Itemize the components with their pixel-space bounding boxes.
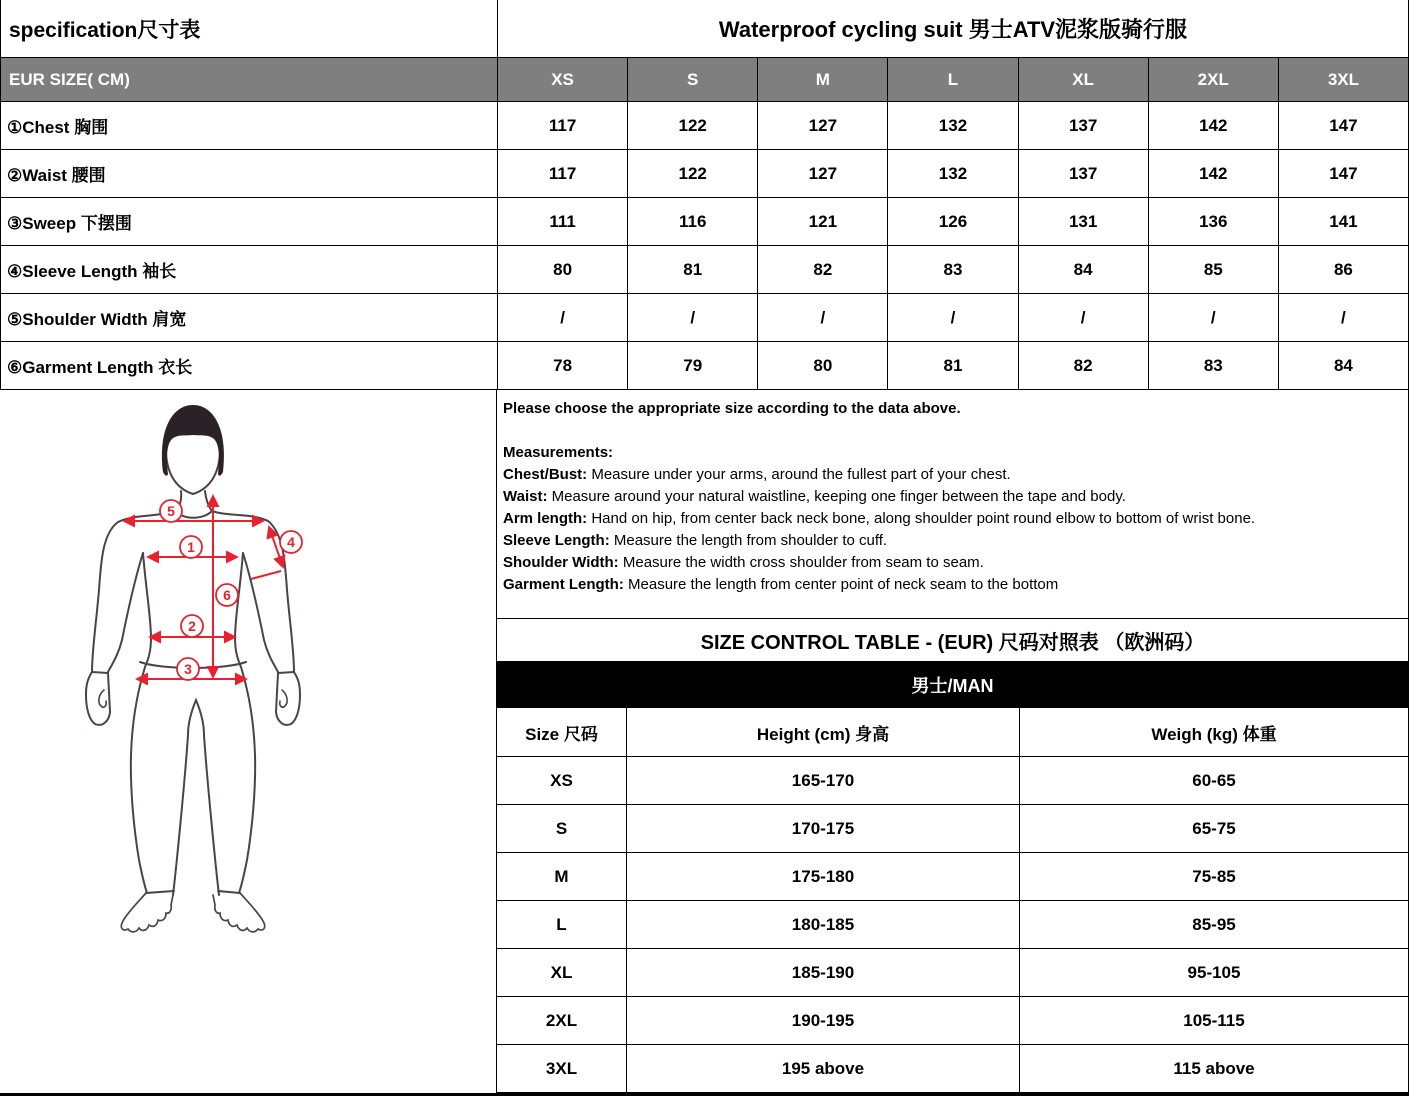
spec-value-cell: 86 <box>1279 246 1409 294</box>
spec-value-cell: 136 <box>1149 198 1279 246</box>
spec-size-header: M <box>758 58 888 102</box>
sc-weight-cell: 60-65 <box>1020 757 1408 805</box>
spec-value-cell: 137 <box>1019 150 1149 198</box>
sc-height-cell: 185-190 <box>627 949 1020 997</box>
note-line: Waist: Measure around your natural waistline, keeping one finger between the tape and body. <box>503 488 1126 505</box>
marker-shoulder: 5 <box>167 503 175 519</box>
spec-value-cell: / <box>758 294 888 342</box>
product-title: Waterproof cycling suit 男士ATV泥浆版骑行服 <box>498 0 1409 58</box>
spec-value-cell: 131 <box>1019 198 1149 246</box>
spec-value-cell: 117 <box>498 102 628 150</box>
spec-value-cell: 122 <box>628 102 758 150</box>
spec-value-cell: 80 <box>758 342 888 390</box>
sc-weight-cell: 65-75 <box>1020 805 1408 853</box>
size-control-title: SIZE CONTROL TABLE - (EUR) 尺码对照表 （欧洲码） <box>497 619 1408 662</box>
sc-col-weight: Weigh (kg) 体重 <box>1020 708 1408 757</box>
sc-size-cell: S <box>497 805 627 853</box>
spec-value-cell: 81 <box>628 246 758 294</box>
sc-weight-cell: 75-85 <box>1020 853 1408 901</box>
spec-row-label: ①Chest 胸围 <box>1 102 498 150</box>
spec-row-label: ③Sweep 下摆围 <box>1 198 498 246</box>
note-line: Shoulder Width: Measure the width cross shoulder from seam to seam. <box>503 554 984 571</box>
spec-size-header: L <box>888 58 1018 102</box>
spec-value-cell: / <box>628 294 758 342</box>
sc-size-cell: 3XL <box>497 1045 627 1093</box>
spec-value-cell: 142 <box>1149 102 1279 150</box>
spec-value-cell: 83 <box>888 246 1018 294</box>
note-line: Garment Length: Measure the length from center point of neck seam to the bottom <box>503 576 1059 593</box>
note-line: Chest/Bust: Measure under your arms, around the fullest part of your chest. <box>503 466 1011 483</box>
sleeve-pointer-line <box>251 571 281 579</box>
sc-size-cell: 2XL <box>497 997 627 1045</box>
spec-value-cell: 132 <box>888 102 1018 150</box>
sc-weight-cell: 105-115 <box>1020 997 1408 1045</box>
sc-size-cell: XS <box>497 757 627 805</box>
spec-value-cell: 137 <box>1019 102 1149 150</box>
sc-height-cell: 190-195 <box>627 997 1020 1045</box>
sc-col-height: Height (cm) 身高 <box>627 708 1020 757</box>
spec-size-table <box>0 0 1409 390</box>
spec-value-cell: 117 <box>498 150 628 198</box>
spec-value-cell: 121 <box>758 198 888 246</box>
spec-row-label: ②Waist 腰围 <box>1 150 498 198</box>
spec-value-cell: / <box>1279 294 1409 342</box>
spec-row-label: ⑤Shoulder Width 肩宽 <box>1 294 498 342</box>
spec-value-cell: 83 <box>1149 342 1279 390</box>
spec-value-cell: 111 <box>498 198 628 246</box>
spec-value-cell: 84 <box>1279 342 1409 390</box>
sc-weight-cell: 95-105 <box>1020 949 1408 997</box>
sc-height-cell: 165-170 <box>627 757 1020 805</box>
spec-value-cell: 79 <box>628 342 758 390</box>
spec-value-cell: 82 <box>1019 342 1149 390</box>
spec-size-header: 2XL <box>1149 58 1279 102</box>
notes-lines <box>503 464 1402 596</box>
spec-value-cell: 147 <box>1279 102 1409 150</box>
sc-weight-cell: 85-95 <box>1020 901 1408 949</box>
spec-value-cell: 85 <box>1149 246 1279 294</box>
spec-value-cell: 82 <box>758 246 888 294</box>
notes-intro: Please choose the appropriate size according to the data above. <box>503 400 961 417</box>
marker-waist: 2 <box>188 618 196 634</box>
spec-row-label: ④Sleeve Length 袖长 <box>1 246 498 294</box>
spec-row-label: ⑥Garment Length 衣长 <box>1 342 498 390</box>
measurement-markers <box>160 500 302 680</box>
spec-value-cell: / <box>1019 294 1149 342</box>
spec-value-cell: / <box>888 294 1018 342</box>
spec-value-cell: 126 <box>888 198 1018 246</box>
marker-sleeve: 4 <box>287 534 295 550</box>
sc-height-cell: 175-180 <box>627 853 1020 901</box>
spec-size-header: XL <box>1019 58 1149 102</box>
bottom-section <box>0 390 1409 1093</box>
sc-col-size: Size 尺码 <box>497 708 627 757</box>
spec-size-header: 3XL <box>1279 58 1409 102</box>
note-line: Arm length: Hand on hip, from center back neck bone, along shoulder point round elbow to bottom of wrist bone. <box>503 510 1256 527</box>
sc-size-cell: XL <box>497 949 627 997</box>
spec-size-header: XS <box>498 58 628 102</box>
eur-size-header-label: EUR SIZE( CM) <box>1 58 498 102</box>
spec-value-cell: 84 <box>1019 246 1149 294</box>
spec-value-cell: / <box>1149 294 1279 342</box>
spec-value-cell: 132 <box>888 150 1018 198</box>
right-panel <box>497 390 1409 1093</box>
figure-panel <box>0 390 497 1093</box>
spec-value-cell: 78 <box>498 342 628 390</box>
measurements-title: Measurements: <box>503 444 614 461</box>
spec-value-cell: 81 <box>888 342 1018 390</box>
sc-height-cell: 195 above <box>627 1045 1020 1093</box>
spec-table-title: specification尺寸表 <box>1 0 498 58</box>
spec-value-cell: 116 <box>628 198 758 246</box>
sc-height-cell: 180-185 <box>627 901 1020 949</box>
note-line: Sleeve Length: Measure the length from shoulder to cuff. <box>503 532 888 549</box>
measurement-notes <box>497 390 1408 619</box>
sc-height-cell: 170-175 <box>627 805 1020 853</box>
spec-value-cell: 127 <box>758 102 888 150</box>
marker-sweep: 3 <box>184 661 192 677</box>
spec-value-cell: / <box>498 294 628 342</box>
size-control-table <box>497 708 1408 1093</box>
spec-value-cell: 147 <box>1279 150 1409 198</box>
measurement-arrows <box>124 496 283 679</box>
sc-weight-cell: 115 above <box>1020 1045 1408 1093</box>
spec-value-cell: 127 <box>758 150 888 198</box>
marker-chest: 1 <box>187 539 195 555</box>
spec-value-cell: 122 <box>628 150 758 198</box>
sc-size-cell: M <box>497 853 627 901</box>
gender-bar: 男士/MAN <box>497 662 1408 708</box>
spec-value-cell: 80 <box>498 246 628 294</box>
spec-value-cell: 142 <box>1149 150 1279 198</box>
marker-garment: 6 <box>223 587 231 603</box>
spec-size-header: S <box>628 58 758 102</box>
spec-value-cell: 141 <box>1279 198 1409 246</box>
sc-size-cell: L <box>497 901 627 949</box>
body-measurement-figure <box>0 390 496 1093</box>
